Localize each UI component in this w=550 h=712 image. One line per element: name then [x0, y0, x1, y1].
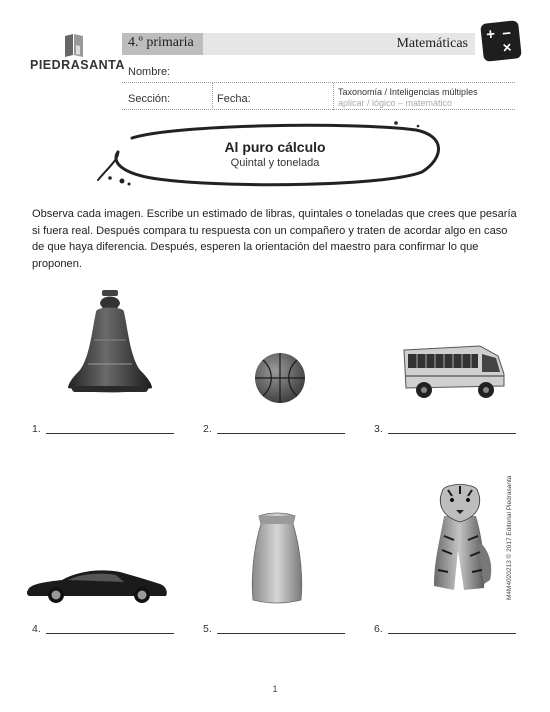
date-label: Fecha:	[217, 93, 251, 105]
answer-line-3[interactable]	[388, 433, 516, 434]
basketball-image	[254, 352, 306, 404]
name-label: Nombre:	[128, 66, 171, 78]
instructions-text: Observa cada imagen. Escribe un estimado de libras, quintales o toneladas que crees que pesaría si fuera real. Después compara tu respuesta con un compañero y traten de acordar algo en caso de que haya diferencia. Después, esperen la orientación del maestro para confirmar lo que proponen.	[32, 208, 517, 270]
grade-label: 4.º primaria	[128, 35, 194, 50]
sack-image	[245, 510, 309, 604]
publisher-logo: PIEDRASANTA	[30, 58, 125, 72]
page-number: 1	[272, 684, 278, 694]
tiger-image	[424, 480, 496, 596]
taxonomy-sub-label: aplicar / lógico – matemático	[338, 98, 453, 108]
book-logo-icon	[63, 33, 85, 57]
answer-line-1[interactable]	[46, 433, 174, 434]
item-number: 2.	[203, 423, 212, 435]
answer-line-2[interactable]	[217, 433, 345, 434]
answer-line-4[interactable]	[46, 633, 174, 634]
section-field-line	[122, 109, 515, 110]
item-number: 6.	[374, 623, 383, 635]
taxonomy-label: Taxonomía / Inteligencias múltiples	[338, 87, 478, 97]
plus-minus-times-icon: + − ×	[480, 20, 522, 62]
answer-line-6[interactable]	[388, 633, 516, 634]
item-number: 4.	[32, 623, 41, 635]
item-number: 3.	[374, 423, 383, 435]
item-number: 5.	[203, 623, 212, 635]
school-bus-image	[400, 342, 508, 402]
divider	[212, 83, 213, 110]
answer-line-5[interactable]	[217, 633, 345, 634]
bell-image	[66, 290, 154, 398]
name-field-line[interactable]	[122, 82, 515, 83]
item-number: 1.	[32, 423, 41, 435]
section-label: Sección:	[128, 93, 171, 105]
sports-car-image	[24, 564, 170, 604]
copyright-credit: M4M4020213 © 2017 Editorial Piedrasanta	[506, 475, 513, 600]
activity-subtitle: Quintal y tonelada	[230, 157, 320, 169]
activity-title: Al puro cálculo	[224, 139, 326, 155]
subject-label: Matemáticas	[396, 36, 468, 51]
divider	[333, 83, 334, 110]
